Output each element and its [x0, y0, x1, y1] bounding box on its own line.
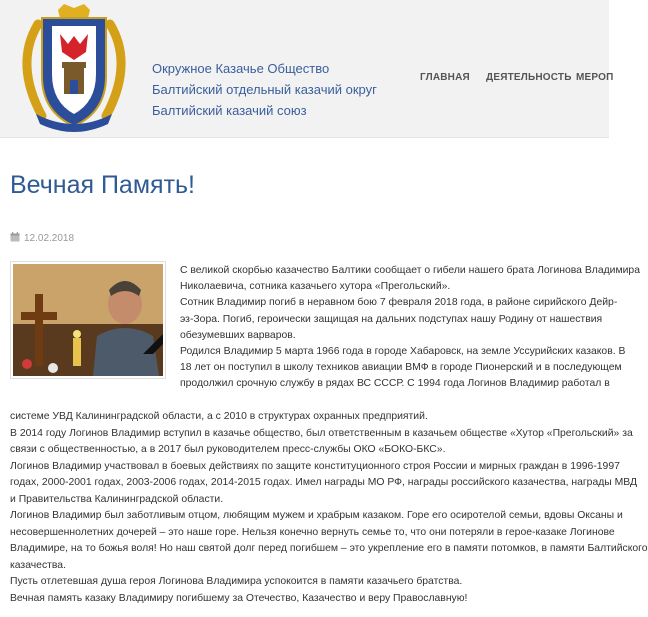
article-line: эз-Зора. Погиб, героически защищая на дальних подступах нашу Родину от нашествия	[180, 313, 603, 325]
memorial-photo	[10, 261, 166, 379]
site-header	[0, 0, 614, 137]
post-date	[10, 232, 74, 244]
org-line-1: Окружное Казачье Общество	[152, 61, 330, 76]
article-line: 18 лет он поступил в школу техников авиации ВМФ в городе Пионерский и в последующем	[180, 362, 622, 374]
article-line: Пусть отлетевшая душа героя Логинова Владимира успокоится в памяти казачьего братства.	[10, 576, 463, 587]
memorial-portrait-image	[13, 264, 163, 376]
cossack-emblem-logo[interactable]	[8, 4, 140, 132]
article-line: Николаевича, сотника казачьего хутора «Прегольский».	[180, 281, 451, 293]
article-line: казачества.	[10, 559, 66, 571]
org-line-3: Балтийский казачий союз	[152, 103, 307, 118]
article-line: Логинов Владимир участвовал в боевых действиях по защите конституционного строя России и мирных граждан в 1996-1997	[10, 460, 620, 472]
calendar-icon	[10, 232, 20, 242]
article-line: Вечная память казаку Владимиру погибшему за Отечество, Казачество и веру Православную!	[10, 592, 468, 604]
nav-item-events[interactable]: МЕРОП	[576, 72, 614, 83]
article-line: Владимире, на то божья воля! Но наш святой долг перед погибшем – это укрепление его в памяти потомков, в памяти Балтийского	[10, 543, 648, 554]
nav-item-home[interactable]: ГЛАВНАЯ	[420, 72, 470, 83]
article-line: Сотник Владимир погиб в неравном бою 7 февраля 2018 года, в районе сирийского Дейр-	[180, 297, 618, 309]
article-line: обезумевших варваров.	[180, 329, 296, 341]
article-line: связи с общественностью, а в 2017 был руководителем пресс-службы ОКО «БОКО-БКС».	[10, 444, 446, 455]
page-title: Вечная Память!	[10, 171, 195, 199]
article-line: Родился Владимир 5 марта 1966 года в городе Хабаровск, на земле Уссурийских казаков. В	[180, 346, 626, 357]
nav-item-activity[interactable]: ДЕЯТЕЛЬНОСТЬ	[486, 72, 572, 83]
article-line: несовершеннолетних дочерей – это наше горе. Нельзя конечно вернуть семье то, что они потеряли в герое-казаке Логинове	[10, 526, 615, 538]
article-line: Логинов Владимир был заботливым отцом, любящим мужем и храбрым казаком. Горе его осиротелой семьи, вдовы Оксаны и	[10, 510, 623, 521]
organization-name[interactable]	[152, 58, 377, 121]
article-line: продолжил срочную службу в рядах ВС СССР. С 1994 года Логинов Владимир работал в	[180, 378, 610, 390]
article-line: системе УВД Калининградской области, а с 2010 в структурах охранных предприятий.	[10, 411, 428, 422]
header-divider	[0, 137, 609, 138]
article-line: и Правительства Калининградской области.	[10, 493, 224, 505]
article-line: В 2014 году Логинов Владимир вступил в казачье общество, был ответственным в казачьем обществе «Хутор «Прегольский» за	[10, 427, 633, 439]
org-line-2: Балтийский отдельный казачий округ	[152, 82, 377, 97]
post-date-text: 12.02.2018	[24, 233, 75, 244]
article-line: годах, 2000-2001 годах, 2003-2006 годах, 2014-2015 годах. Имел награды МО РФ, награды российского казачества, награды МВД	[10, 477, 638, 488]
article-line: С великой скорбью казачество Балтики сообщает о гибели нашего брата Логинова Владимира	[180, 265, 640, 276]
